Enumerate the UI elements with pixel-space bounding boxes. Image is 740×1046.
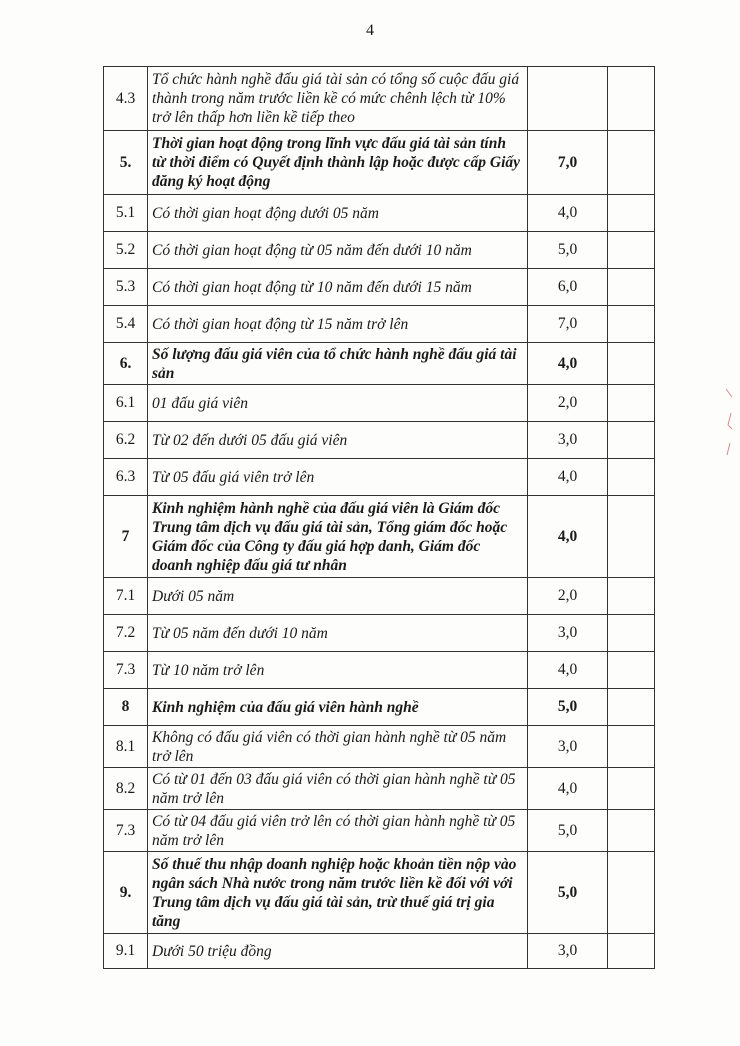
row-assessed-score [608, 232, 655, 269]
table-row [104, 195, 655, 232]
row-criterion: Dưới 50 triệu đồng [148, 934, 528, 969]
table-row [104, 269, 655, 306]
row-number: 8.1 [104, 726, 148, 768]
row-criterion: Kinh nghiệm hành nghề của đấu giá viên là Giám đốc Trung tâm dịch vụ đấu giá tài sản, Tổng giám đốc hoặc Giám đốc của Công ty đấu giá hợp danh, Giám đốc doanh nghiệp đấu giá tư nhân [148, 496, 528, 578]
row-max-score: 4,0 [528, 496, 608, 578]
row-criterion: Từ 05 năm đến dưới 10 năm [148, 615, 528, 652]
row-assessed-score [608, 459, 655, 496]
row-number: 7.2 [104, 615, 148, 652]
row-assessed-score [608, 810, 655, 852]
row-criterion: Kinh nghiệm của đấu giá viên hành nghề [148, 689, 528, 726]
row-criterion: Có thời gian hoạt động từ 05 năm đến dưới 10 năm [148, 232, 528, 269]
criteria-table [103, 66, 655, 969]
row-max-score: 6,0 [528, 269, 608, 306]
row-max-score: 4,0 [528, 343, 608, 385]
row-max-score: 2,0 [528, 578, 608, 615]
row-max-score: 7,0 [528, 306, 608, 343]
table-row [104, 422, 655, 459]
row-number: 6. [104, 343, 148, 385]
row-number: 9. [104, 852, 148, 934]
table-row [104, 810, 655, 852]
row-criterion: Thời gian hoạt động trong lĩnh vực đấu giá tài sản tính từ thời điểm có Quyết định thành lập hoặc được cấp Giấy đăng ký hoạt động [148, 131, 528, 195]
row-number: 5.3 [104, 269, 148, 306]
row-criterion: Có thời gian hoạt động dưới 05 năm [148, 195, 528, 232]
row-number: 6.2 [104, 422, 148, 459]
row-max-score: 4,0 [528, 652, 608, 689]
red-margin-mark [722, 385, 736, 465]
row-assessed-score [608, 652, 655, 689]
row-max-score: 5,0 [528, 852, 608, 934]
table-row [104, 768, 655, 810]
row-criterion: Từ 02 đến dưới 05 đấu giá viên [148, 422, 528, 459]
row-assessed-score [608, 934, 655, 969]
row-number: 5.4 [104, 306, 148, 343]
row-assessed-score [608, 578, 655, 615]
table-row [104, 615, 655, 652]
row-number: 4.3 [104, 67, 148, 131]
table-row [104, 726, 655, 768]
table-row [104, 459, 655, 496]
row-max-score: 5,0 [528, 810, 608, 852]
page-number: 4 [366, 22, 374, 39]
row-criterion: Từ 10 năm trở lên [148, 652, 528, 689]
row-max-score: 7,0 [528, 131, 608, 195]
row-criterion: Không có đấu giá viên có thời gian hành nghề từ 05 năm trở lên [148, 726, 528, 768]
row-assessed-score [608, 306, 655, 343]
row-number: 7.3 [104, 810, 148, 852]
row-number: 5. [104, 131, 148, 195]
row-number: 5.2 [104, 232, 148, 269]
table-row [104, 496, 655, 578]
row-number: 6.1 [104, 385, 148, 422]
row-assessed-score [608, 768, 655, 810]
table-row [104, 852, 655, 934]
row-max-score: 4,0 [528, 768, 608, 810]
row-number: 6.3 [104, 459, 148, 496]
row-number: 9.1 [104, 934, 148, 969]
row-max-score: 5,0 [528, 232, 608, 269]
table-row [104, 67, 655, 131]
table-row [104, 131, 655, 195]
row-assessed-score [608, 343, 655, 385]
row-max-score: 5,0 [528, 689, 608, 726]
row-assessed-score [608, 496, 655, 578]
row-max-score: 2,0 [528, 385, 608, 422]
row-max-score: 3,0 [528, 615, 608, 652]
table-row [104, 652, 655, 689]
table-row [104, 689, 655, 726]
row-assessed-score [608, 131, 655, 195]
row-criterion: Tổ chức hành nghề đấu giá tài sản có tổng số cuộc đấu giá thành trong năm trước liền kề có mức chênh lệch từ 10% trở lên thấp hơn liền kề tiếp theo [148, 67, 528, 131]
row-assessed-score [608, 689, 655, 726]
table-row [104, 232, 655, 269]
row-criterion: Số lượng đấu giá viên của tổ chức hành nghề đấu giá tài sản [148, 343, 528, 385]
row-assessed-score [608, 385, 655, 422]
row-criterion: Dưới 05 năm [148, 578, 528, 615]
row-max-score: 3,0 [528, 726, 608, 768]
table-row [104, 934, 655, 969]
row-assessed-score [608, 422, 655, 459]
row-number: 7.1 [104, 578, 148, 615]
criteria-table-body [104, 67, 655, 969]
row-assessed-score [608, 67, 655, 131]
row-criterion: Có thời gian hoạt động từ 15 năm trở lên [148, 306, 528, 343]
row-number: 7 [104, 496, 148, 578]
row-criterion: Số thuế thu nhập doanh nghiệp hoặc khoản tiền nộp vào ngân sách Nhà nước trong năm trước liền kề đối với với Trung tâm dịch vụ đấu giá tài sản, trừ thuế giá trị gia tăng [148, 852, 528, 934]
table-row [104, 385, 655, 422]
row-max-score: 4,0 [528, 459, 608, 496]
table-row [104, 343, 655, 385]
row-criterion: Có từ 04 đấu giá viên trở lên có thời gian hành nghề từ 05 năm trở lên [148, 810, 528, 852]
row-max-score: 4,0 [528, 195, 608, 232]
row-assessed-score [608, 726, 655, 768]
row-criterion: Từ 05 đấu giá viên trở lên [148, 459, 528, 496]
row-criterion: Có thời gian hoạt động từ 10 năm đến dưới 15 năm [148, 269, 528, 306]
row-number: 8.2 [104, 768, 148, 810]
row-assessed-score [608, 195, 655, 232]
row-assessed-score [608, 269, 655, 306]
table-row [104, 306, 655, 343]
row-number: 7.3 [104, 652, 148, 689]
row-number: 5.1 [104, 195, 148, 232]
row-max-score [528, 67, 608, 131]
row-number: 8 [104, 689, 148, 726]
row-criterion: Có từ 01 đến 03 đấu giá viên có thời gian hành nghề từ 05 năm trở lên [148, 768, 528, 810]
row-max-score: 3,0 [528, 422, 608, 459]
row-max-score: 3,0 [528, 934, 608, 969]
row-assessed-score [608, 615, 655, 652]
table-row [104, 578, 655, 615]
row-assessed-score [608, 852, 655, 934]
row-criterion: 01 đấu giá viên [148, 385, 528, 422]
